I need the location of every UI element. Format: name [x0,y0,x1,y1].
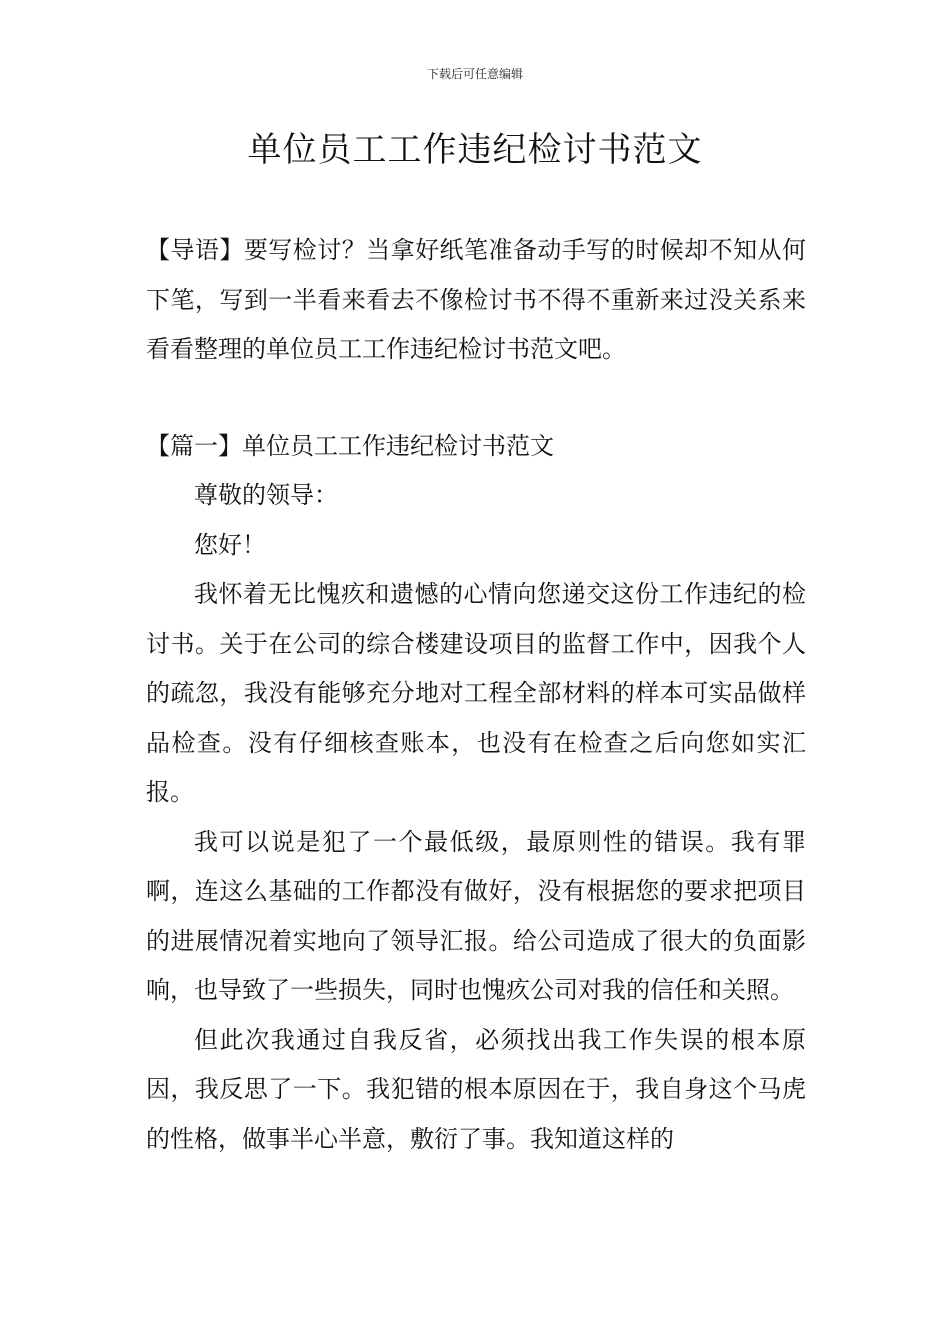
body-paragraph-3: 但此次我通过自我反省，必须找出我工作失误的根本原因，我反思了一下。我犯错的根本原因在于，我自身这个马虎的性格，做事半心半意，敷衍了事。我知道这样的 [146,1025,806,1153]
header-note: 下载后可任意编辑 [426,67,523,81]
salutation: 尊敬的领导： [194,481,338,509]
intro-paragraph: 【导语】要写检讨？当拿好纸笔准备动手写的时候却不知从何下笔，写到一半看来看去不像检讨书不得不重新来过没关系来看看整理的单位员工工作违纪检讨书范文吧。 [146,236,806,363]
document-title: 单位员工工作违纪检讨书范文 [247,130,703,170]
body-paragraph-1: 我怀着无比愧疚和遗憾的心情向您递交这份工作违纪的检讨书。关于在公司的综合楼建设项目的监督工作中，因我个人的疏忽，我没有能够充分地对工程全部材料的样本可实品做样品检查。没有仔细核查账本，也没有在检查之后向您如实汇报。 [146,580,806,806]
document-body [146,226,806,1164]
body-paragraph-2: 我可以说是犯了一个最低级，最原则性的错误。我有罪啊，连这么基础的工作都没有做好，没有根据您的要求把项目的进展情况着实地向了领导汇报。给公司造成了很大的负面影响，也导致了一些损失，同时也愧疚公司对我的信任和关照。 [146,827,806,1004]
spacer [146,375,806,422]
greeting: 您好！ [194,530,266,559]
section-heading: 【篇一】单位员工工作违纪检讨书范文 [146,431,554,460]
